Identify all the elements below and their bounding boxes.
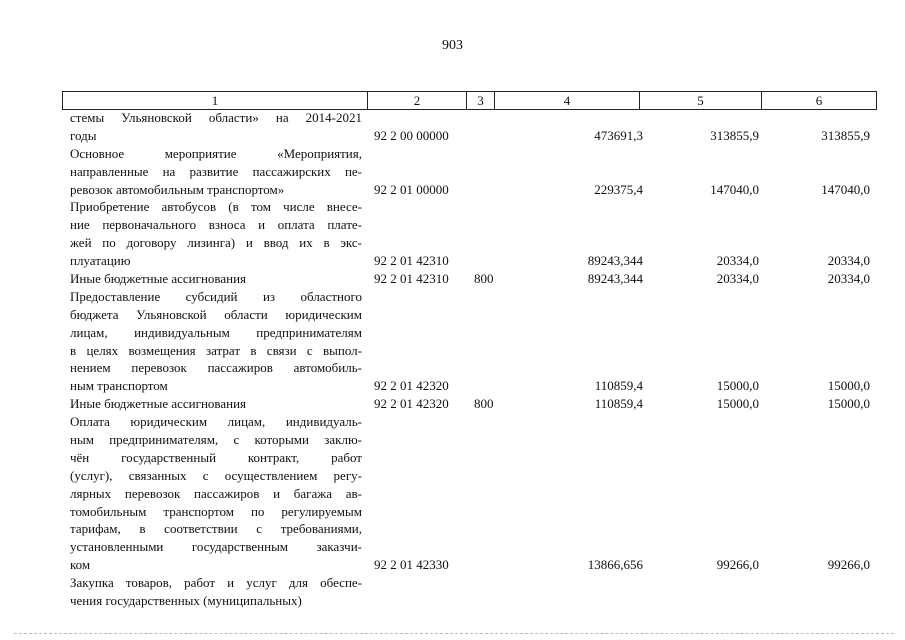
amount-col-5: 15000,0 <box>716 396 759 412</box>
amount-col-4: 89243,344 <box>587 271 643 287</box>
row-values <box>70 377 870 395</box>
column-header-3: 3 <box>467 92 495 110</box>
description-line: Иные бюджетные ассигнования <box>70 396 247 412</box>
description-line: Приобретение автобусов (в том числе внесе- <box>70 199 362 215</box>
description-line: ным предпринимателям, с которыми заклю- <box>70 432 362 448</box>
description-line: в целях возмещения затрат в связи с выпол- <box>70 342 362 358</box>
expense-type-code: 800 <box>474 271 494 287</box>
column-header-1: 1 <box>63 92 368 110</box>
row-values <box>70 181 870 199</box>
description-line: нением перевозок пассажиров автомобиль- <box>70 360 362 376</box>
description-line: установленными государственным заказчи- <box>70 539 362 555</box>
row-description <box>70 413 362 574</box>
amount-col-5: 20334,0 <box>716 253 759 269</box>
column-header-row <box>63 92 877 110</box>
description-line: Оплата юридическим лицам, индивидуаль- <box>70 414 362 430</box>
row-values <box>70 592 850 610</box>
target-article-code: 92 2 01 42330 <box>374 557 449 573</box>
description-line: Предоставление субсидий из областного <box>70 288 362 304</box>
description-line: ным транспортом <box>70 378 168 394</box>
amount-col-5: 15000,0 <box>716 378 759 394</box>
column-header-2: 2 <box>368 92 467 110</box>
amount-col-4: 110859,4 <box>594 396 643 412</box>
table-row <box>70 198 870 270</box>
table-row <box>70 395 870 413</box>
description-line: бюджета Ульяновской области юридическим <box>70 306 362 322</box>
amount-col-4: 89243,344 <box>587 253 643 269</box>
description-line: стемы Ульяновской области» на 2014-2021 <box>70 110 362 125</box>
table-row <box>70 109 870 145</box>
amount-col-4: 13866,656 <box>587 557 643 573</box>
amount-col-6: 15000,0 <box>827 378 870 394</box>
amount-col-6: 147040,0 <box>821 181 870 197</box>
amount-col-5: 20334,0 <box>716 271 759 287</box>
row-values <box>70 252 870 270</box>
description-line: Закупка товаров, работ и услуг для обеспе- <box>70 575 362 591</box>
description-line: (услуг), связанных с осуществлением регу- <box>70 467 362 483</box>
amount-col-6: 20334,0 <box>827 271 870 287</box>
column-header-5: 5 <box>640 92 762 110</box>
amount-col-5: 99266,0 <box>716 557 759 573</box>
description-line: ком <box>70 557 91 573</box>
target-article-code: 92 2 01 42320 <box>374 378 449 394</box>
column-header-table <box>62 91 877 110</box>
column-header-6: 6 <box>762 92 877 110</box>
amount-col-5: 147040,0 <box>710 181 759 197</box>
table-row <box>70 270 870 288</box>
description-line: ние первоначального взноса и оплата плате- <box>70 217 362 233</box>
table-row <box>70 574 850 610</box>
description-line: лярных перевозок пассажиров и багажа ав- <box>70 485 362 501</box>
target-article-code: 92 2 01 42320 <box>374 396 449 412</box>
table-row <box>70 145 870 199</box>
target-article-code: 92 2 00 00000 <box>374 127 449 143</box>
description-line: чения государственных (муниципальных) <box>70 593 302 609</box>
description-line: томобильным транспортом по регулируемым <box>70 503 362 519</box>
row-values <box>70 395 870 413</box>
amount-col-4: 110859,4 <box>594 378 643 394</box>
description-line: лицам, индивидуальным предпринимателям <box>70 324 362 340</box>
table-row <box>70 288 870 395</box>
target-article-code: 92 2 01 42310 <box>374 271 449 287</box>
row-values <box>70 270 870 288</box>
amount-col-6: 99266,0 <box>827 557 870 573</box>
description-line: чён государственный контракт, работ <box>70 449 362 465</box>
description-line: жей по договору лизинга) и ввод их в экс- <box>70 235 362 251</box>
amount-col-6: 20334,0 <box>827 253 870 269</box>
description-line: годы <box>70 127 97 143</box>
amount-col-4: 229375,4 <box>594 181 643 197</box>
description-line: Иные бюджетные ассигнования <box>70 271 247 287</box>
amount-col-5: 313855,9 <box>710 127 759 143</box>
column-header-4: 4 <box>495 92 640 110</box>
budget-rows <box>70 109 870 610</box>
description-line: плуатацию <box>70 253 131 269</box>
amount-col-6: 313855,9 <box>821 127 870 143</box>
description-line: ревозок автомобильным транспортом» <box>70 181 285 197</box>
row-values <box>70 127 870 145</box>
amount-col-4: 473691,3 <box>594 127 643 143</box>
amount-col-6: 15000,0 <box>827 396 870 412</box>
description-line: направленные на развитие пассажирских пе- <box>70 163 362 179</box>
description-line: Основное мероприятие «Мероприятия, <box>70 145 362 161</box>
page-bottom-edge <box>14 633 894 635</box>
table-row <box>70 413 870 574</box>
row-values <box>70 556 870 574</box>
description-line: тарифам, в соответствии с требованиями, <box>70 521 362 537</box>
target-article-code: 92 2 01 42310 <box>374 253 449 269</box>
target-article-code: 92 2 01 00000 <box>374 181 449 197</box>
expense-type-code: 800 <box>474 396 494 412</box>
page-number: 903 <box>442 38 463 53</box>
